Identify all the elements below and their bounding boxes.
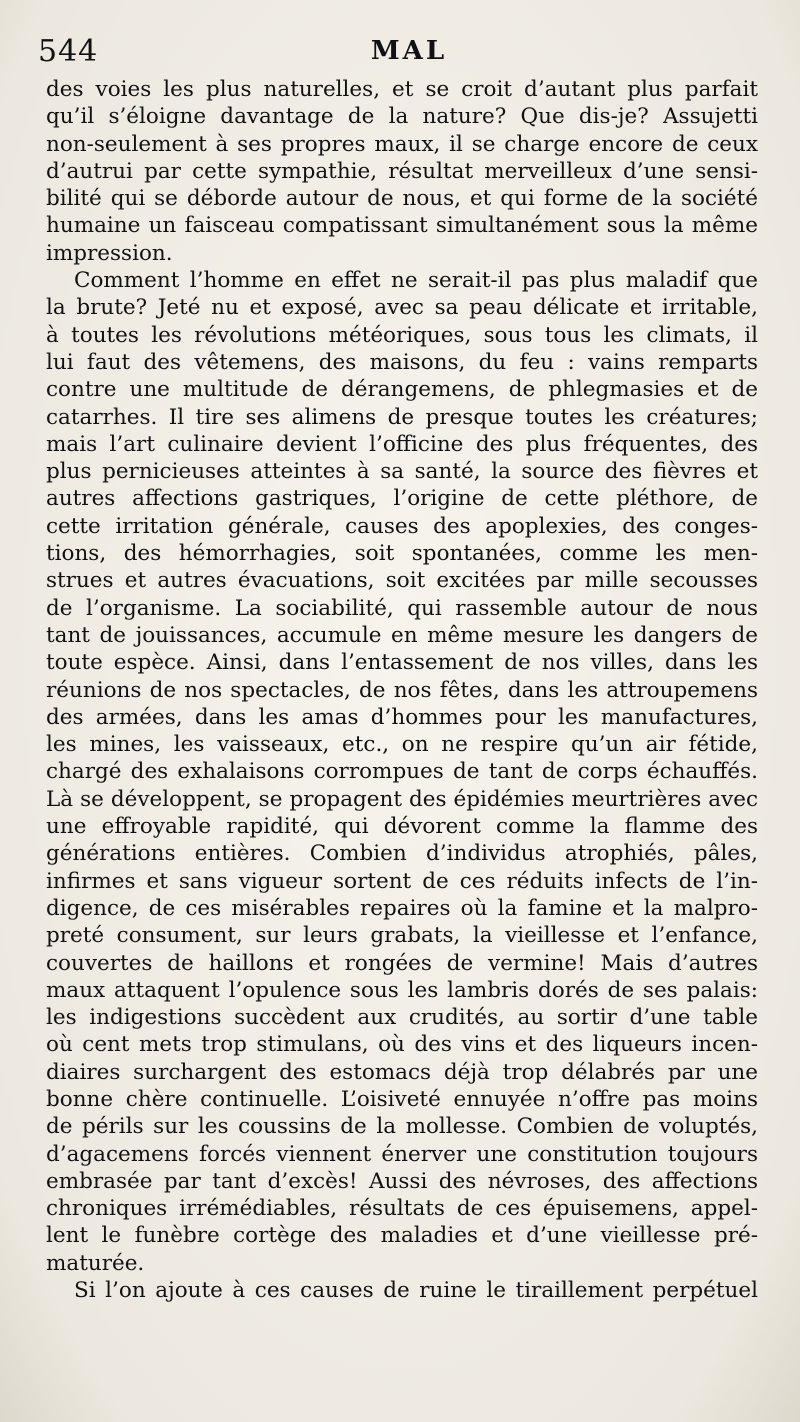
text-line: bonne chère continuelle. L’oisiveté ennuyée n’offre pas moins <box>46 1086 758 1112</box>
text-line: embrasée par tant d’excès! Aussi des névroses, des affections <box>46 1168 758 1194</box>
text-line: tant de jouissances, accumule en même mesure les dangers de <box>46 622 758 648</box>
text-line: humaine un faisceau compatissant simultanément sous la même <box>46 213 758 239</box>
text-line: bilité qui se déborde autour de nous, et qui forme de la société <box>46 186 758 212</box>
text-line: plus pernicieuses atteintes à sa santé, la source des fièvres et <box>46 459 758 485</box>
text-line: chroniques irrémédiables, résultats de ces épuisemens, appel- <box>46 1196 758 1222</box>
text-line: réunions de nos spectacles, de nos fêtes, dans les attroupemens <box>46 677 758 703</box>
text-line: cette irritation générale, causes des apoplexies, des conges- <box>46 513 758 539</box>
text-line: d’autrui par cette sympathie, résultat merveilleux d’une sensi- <box>46 158 758 184</box>
text-line: où cent mets trop stimulans, où des vins et des liqueurs incen- <box>46 1032 758 1058</box>
text-line: contre une multitude de dérangemens, de phlegmasies et de <box>46 377 758 403</box>
text-line: diaires surchargent des estomacs déjà trop délabrés par une <box>46 1059 758 1085</box>
text-line: des voies les plus naturelles, et se croit d’autant plus parfait <box>46 77 758 102</box>
running-head: MAL <box>370 36 448 66</box>
text-line: Comment l’homme en effet ne serait-il pas plus maladif que <box>74 268 758 294</box>
text-line: des armées, dans les amas d’hommes pour les manufactures, <box>46 704 758 730</box>
text-line: autres affections gastriques, l’origine de cette pléthore, de <box>46 486 758 512</box>
text-line: impression. <box>46 240 173 266</box>
text-line: non-seulement à ses propres maux, il se charge encore de ceux <box>46 131 758 157</box>
text-line: d’agacemens forcés viennent énerver une constitution toujours <box>46 1141 758 1167</box>
text-line: chargé des exhalaisons corrompues de tant de corps échauffés. <box>46 759 758 785</box>
text-line: la brute? Jeté nu et exposé, avec sa peau délicate et irritable, <box>46 295 758 321</box>
text-line: maux attaquent l’opulence sous les lambris dorés de ses palais: <box>46 977 758 1003</box>
text-line: les mines, les vaisseaux, etc., on ne respire qu’un air fétide, <box>46 732 758 758</box>
text-line: lent le funèbre cortège des maladies et d’une vieillesse pré- <box>46 1223 758 1249</box>
text-line: qu’il s’éloigne davantage de la nature? Que dis-je? Assujetti <box>46 104 758 130</box>
text-line: digence, de ces misérables repaires où la famine et la malpro- <box>46 895 758 921</box>
text-line: catarrhes. Il tire ses alimens de presque toutes les créatures; <box>46 404 758 430</box>
text-line: toute espèce. Ainsi, dans l’entassement de nos villes, dans les <box>46 650 758 676</box>
body-text <box>46 76 758 1304</box>
text-line: lui faut des vêtemens, des maisons, du feu : vains remparts <box>46 349 758 375</box>
page-header <box>38 34 760 74</box>
text-line: infirmes et sans vigueur sortent de ces réduits infects de l’in- <box>46 868 758 894</box>
text-line: mais l’art culinaire devient l’officine des plus fréquentes, des <box>46 431 758 457</box>
text-line: strues et autres évacuations, soit excitées par mille secousses <box>46 568 758 594</box>
text-line: couvertes de haillons et rongées de vermine! Mais d’autres <box>46 950 758 976</box>
page-number: 544 <box>38 34 99 69</box>
text-line: de périls sur les coussins de la mollesse. Combien de voluptés, <box>46 1114 758 1140</box>
text-line: maturée. <box>46 1250 145 1276</box>
text-line: les indigestions succèdent aux crudités, au sortir d’une table <box>46 1005 758 1031</box>
text-line: Si l’on ajoute à ces causes de ruine le tiraillement perpétuel <box>74 1278 758 1304</box>
text-line: générations entières. Combien d’individus atrophiés, pâles, <box>46 841 758 867</box>
text-line: preté consument, sur leurs grabats, la vieillesse et l’enfance, <box>46 923 758 949</box>
text-line: Là se développent, se propagent des épidémies meurtrières avec <box>46 786 758 812</box>
text-line: à toutes les révolutions météoriques, sous tous les climats, il <box>46 322 758 348</box>
text-line: tions, des hémorrhagies, soit spontanées, comme les men- <box>46 541 758 567</box>
text-line: une effroyable rapidité, qui dévorent comme la flamme des <box>46 814 758 840</box>
text-line: de l’organisme. La sociabilité, qui rassemble autour de nous <box>46 595 758 621</box>
